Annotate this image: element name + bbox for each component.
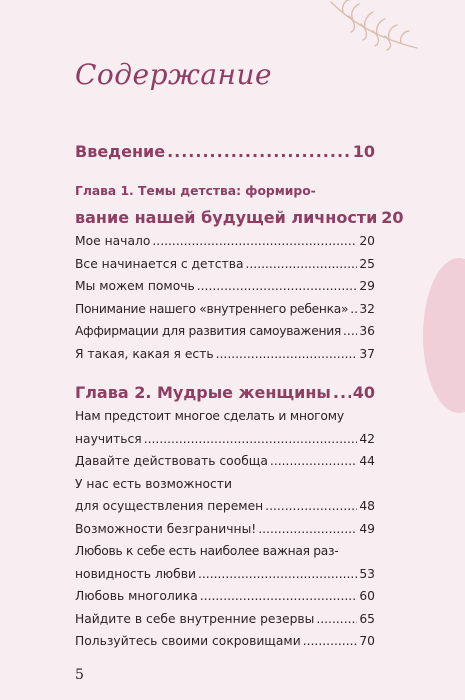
leader-dots — [343, 324, 357, 338]
toc-item-line1[interactable]: У нас есть возможности — [75, 476, 232, 491]
toc-item[interactable] — [75, 454, 375, 477]
toc-item-page: 29 — [359, 279, 375, 293]
leader-dots — [350, 302, 357, 316]
toc-item[interactable] — [75, 432, 375, 455]
leader-dots — [258, 522, 357, 536]
toc-item-label: для осуществления перемен — [75, 499, 264, 513]
toc-item-page: 44 — [359, 454, 375, 468]
leader-dots — [333, 383, 351, 402]
toc-item-label: научиться — [75, 431, 142, 446]
leader-dots — [197, 279, 358, 293]
toc-item[interactable] — [75, 347, 375, 370]
toc-item-label: Я такая, какая я есть — [75, 346, 214, 361]
toc-item[interactable] — [75, 589, 375, 612]
leader-dots — [198, 567, 357, 581]
toc-item[interactable] — [75, 234, 375, 257]
toc-intro-label: Введение — [75, 142, 166, 161]
toc-item-page: 49 — [359, 521, 375, 536]
toc-intro-page: 10 — [352, 142, 375, 161]
leader-dots — [316, 612, 357, 626]
toc-item-page: 42 — [359, 431, 375, 446]
toc-item[interactable] — [75, 567, 375, 590]
toc-chapter1[interactable] — [75, 208, 404, 234]
leader-dots — [152, 234, 357, 248]
toc-chapter2-page: 40 — [352, 383, 375, 402]
leaf-sprig-ornament — [329, 0, 419, 55]
leader-dots — [144, 432, 358, 446]
toc-item[interactable] — [75, 634, 375, 657]
toc-item[interactable] — [75, 499, 375, 522]
toc-item[interactable] — [75, 612, 375, 635]
leader-dots — [265, 499, 357, 513]
leader-dots — [167, 142, 351, 161]
toc-item[interactable] — [75, 522, 375, 545]
toc-item-page: 32 — [359, 301, 375, 316]
toc-item-label: Мое начало — [75, 234, 151, 248]
toc-item-label: Аффирмации для развития самоуважения — [75, 324, 341, 338]
toc-item-page: 65 — [359, 611, 375, 626]
toc-intro[interactable] — [75, 142, 375, 168]
page-title: Содержание — [75, 58, 273, 91]
toc-item[interactable] — [75, 257, 375, 280]
page-number: 5 — [75, 667, 84, 683]
toc-item-page: 48 — [359, 499, 375, 513]
toc-item-label: Все начинается с детства — [75, 256, 244, 271]
toc-item-label: Пользуйтесь своими сокровищами — [75, 634, 301, 648]
toc-chapter1-page: 20 — [381, 208, 404, 227]
toc-item-label: Любовь многолика — [75, 589, 198, 603]
toc-item[interactable] — [75, 302, 375, 325]
toc-item-label: Давайте действовать сообща — [75, 454, 268, 468]
toc-chapter2[interactable] — [75, 383, 375, 409]
toc-item-label: новидность любви — [75, 566, 196, 581]
toc-item-line1[interactable]: Нам предстоит многое сделать и многому — [75, 409, 344, 423]
toc-item-line1[interactable]: Любовь к себе есть наиболее важная раз- — [75, 544, 339, 558]
toc-chapter1-line1[interactable]: Глава 1. Темы детства: формиро- — [75, 184, 316, 198]
toc-chapter2-label: Глава 2. Мудрые женщины — [75, 383, 331, 402]
pink-edge-decoration — [423, 258, 465, 413]
toc-item-page: 53 — [359, 566, 375, 581]
toc-item-label: Понимание нашего «внутреннего ребенка» — [75, 301, 349, 316]
leader-dots — [216, 347, 358, 361]
toc-item[interactable] — [75, 324, 375, 347]
table-of-contents — [75, 142, 404, 657]
toc-item-page: 25 — [359, 256, 375, 271]
toc-item-label: Найдите в себе внутренние резервы — [75, 611, 315, 626]
toc-item-page: 20 — [359, 234, 375, 248]
toc-item-label: Возможности безграничны! — [75, 521, 257, 536]
leader-dots — [303, 634, 358, 648]
leader-dots — [270, 454, 357, 468]
toc-chapter1-label: вание нашей будущей личности — [75, 208, 378, 227]
toc-item-page: 70 — [359, 634, 375, 648]
toc-item-label: Мы можем помочь — [75, 279, 195, 293]
toc-item-page: 37 — [359, 346, 375, 361]
leader-dots — [200, 589, 358, 603]
leader-dots — [245, 257, 357, 271]
toc-item[interactable] — [75, 279, 375, 302]
toc-item-page: 60 — [359, 589, 375, 603]
toc-item-page: 36 — [359, 324, 375, 338]
